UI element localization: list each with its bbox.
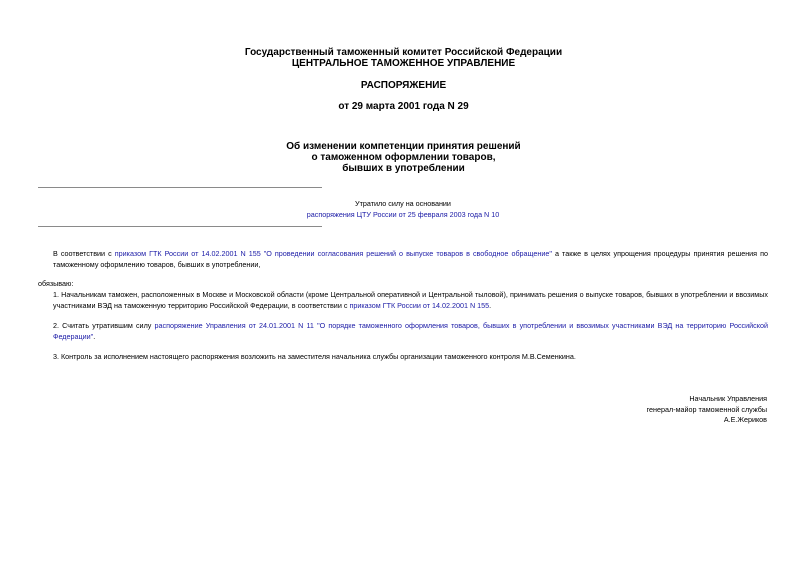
signature-rank: генерал-майор таможенной службы (646, 405, 767, 414)
document-title-line-1: Об изменении компетенции принятия решений (286, 141, 521, 152)
item-3: 3. Контроль за исполнением настоящего распоряжения возложить на заместителя начальника службы организации таможенного контроля М.В.Семенкина. (53, 352, 576, 361)
item-2-order-link[interactable]: распоряжение Управления от 24.01.2001 N 11 "О порядке таможенного оформления товаров, бывших в употреблении и ввозимых участниками ВЭД на территорию Российской Федерации" (53, 321, 768, 341)
document-title-line-3: бывших в употреблении (342, 163, 465, 174)
intro-paragraph (38, 248, 768, 270)
signature-name: А.Е.Жериков (723, 415, 767, 424)
document-type: РАСПОРЯЖЕНИЕ (360, 80, 447, 91)
document-title-line-2: о таможенном оформлении товаров, (311, 152, 496, 163)
divider-bottom (38, 226, 322, 227)
divider-top (38, 187, 322, 188)
intro-text-post: а также в целях упрощения процедуры принятия решения по таможенному оформлению товаров, бывших в употреблении, (53, 249, 769, 269)
document-date-number: от 29 марта 2001 года N 29 (338, 101, 469, 112)
lost-force-note: Утратило силу на основании (355, 199, 451, 208)
item-1-order-link[interactable]: приказом ГТК России от 14.02.2001 N 155 (349, 301, 490, 310)
intro-text-pre: В соответствии с (53, 249, 115, 258)
item-1 (38, 289, 768, 311)
item-2-text-pre: 2. Считать утратившим силу (53, 321, 155, 330)
committee-name: Государственный таможенный комитет Российской Федерации (244, 47, 563, 58)
intro-order-link[interactable]: приказом ГТК России от 14.02.2001 N 155 "О проведении согласования решений о выпуске товаров в свободное обращение" (114, 249, 552, 258)
item-2 (38, 320, 768, 342)
item-1-end: . (489, 301, 492, 310)
signature-position: Начальник Управления (689, 394, 767, 403)
department-name: ЦЕНТРАЛЬНОЕ ТАМОЖЕННОЕ УПРАВЛЕНИЕ (291, 58, 516, 69)
item-1-text: 1. Начальникам таможен, расположенных в Москве и Московской области (кроме Центральной оперативной и Центральной тыловой), принимать решения о выпуске товаров, бывших в употреблении и ввозимых участниками ВЭД на таможенную территорию Российской Федерации, в соответствии с (53, 290, 768, 310)
lost-force-link[interactable]: распоряжения ЦТУ России от 25 февраля 2003 года N 10 (306, 210, 500, 219)
obligate-line: обязываю: (38, 279, 74, 288)
item-2-end: . (93, 332, 96, 341)
